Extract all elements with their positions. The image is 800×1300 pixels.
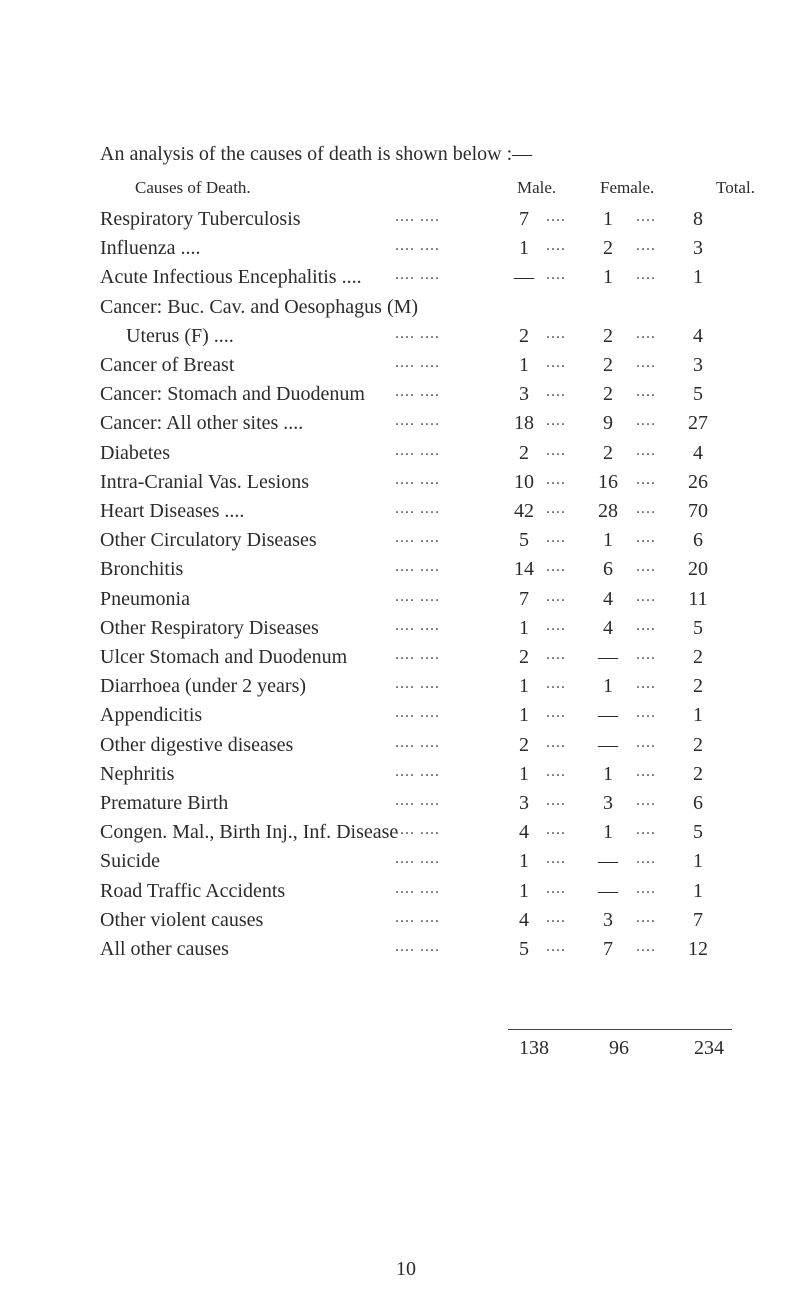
value-total: 2 <box>693 762 703 785</box>
value-female: 28 <box>598 500 618 522</box>
value-male: — <box>514 266 534 289</box>
leader-dots: .... <box>636 412 656 430</box>
leader-dots: .... <box>546 879 566 897</box>
value-male: 1 <box>519 675 529 698</box>
leader-dots: .... <box>636 500 656 517</box>
value-male: 2 <box>519 733 529 756</box>
leader-dots: .... <box>546 675 566 693</box>
leader-dots: .... <box>546 733 566 751</box>
table-row <box>0 792 800 818</box>
value-female: — <box>598 850 618 873</box>
page-number: 10 <box>396 1258 416 1280</box>
cause-label: Pneumonia <box>100 587 190 610</box>
leader-dots: .... <box>546 266 566 284</box>
value-female: 3 <box>603 792 613 814</box>
cause-label: Cancer of Breast <box>100 354 235 376</box>
leader-dots: .... <box>546 908 566 926</box>
value-total: 6 <box>693 529 703 552</box>
leader-dots: .... .... <box>395 704 440 722</box>
value-total: 26 <box>688 470 708 493</box>
leader-dots: .... .... <box>395 266 440 284</box>
cause-label: Suicide <box>100 850 160 873</box>
value-male: 2 <box>519 324 529 347</box>
value-total: 7 <box>693 908 703 931</box>
value-male: 4 <box>519 908 529 931</box>
table-row <box>0 529 800 555</box>
leader-dots: .... <box>546 938 566 955</box>
leader-dots: .... .... <box>395 792 440 809</box>
leader-dots: .... <box>636 441 656 459</box>
leader-dots: .... .... <box>395 675 440 693</box>
leader-dots: .... <box>636 850 656 868</box>
table-row <box>0 325 800 351</box>
cause-label: Diabetes <box>100 441 170 464</box>
leader-dots: .... .... <box>395 908 440 926</box>
cause-label: Premature Birth <box>100 792 229 814</box>
leader-dots: .... <box>636 733 656 751</box>
cause-label: Bronchitis <box>100 558 184 581</box>
leader-dots: .... <box>636 762 656 780</box>
value-female: — <box>598 646 618 668</box>
cause-label: Ulcer Stomach and Duodenum <box>100 646 348 668</box>
leader-dots: .... <box>636 558 656 576</box>
value-total: 3 <box>693 237 703 260</box>
cause-label: Other Respiratory Diseases <box>100 616 319 639</box>
leader-dots: .... .... <box>395 879 440 897</box>
value-total: 1 <box>693 266 703 289</box>
value-female: 3 <box>603 908 613 931</box>
leader-dots: .... <box>546 587 566 605</box>
value-female: 9 <box>603 412 613 435</box>
leader-dots: .... <box>636 821 656 839</box>
total-all: 234 <box>694 1037 724 1059</box>
table-row <box>0 500 800 526</box>
table-row <box>0 617 800 643</box>
leader-dots: .... .... <box>395 500 440 517</box>
table-row <box>0 266 800 292</box>
cause-label: Influenza .... <box>100 237 201 260</box>
value-female: 16 <box>598 470 618 493</box>
leader-dots: .... .... <box>395 470 440 488</box>
value-male: 1 <box>519 354 529 376</box>
value-female: 1 <box>603 208 613 230</box>
value-male: 7 <box>519 587 529 610</box>
leader-dots: .... <box>546 792 566 809</box>
value-male: 3 <box>519 383 529 406</box>
table-row <box>0 383 800 409</box>
cause-label: Cancer: Buc. Cav. and Oesophagus (M) <box>100 295 419 318</box>
value-total: 70 <box>688 500 708 522</box>
value-female: 2 <box>603 383 613 406</box>
table-row <box>0 412 800 438</box>
leader-dots: .... .... <box>395 412 440 430</box>
value-female: 6 <box>603 558 613 581</box>
leader-dots: .... <box>636 908 656 926</box>
cause-label: Cancer: Stomach and Duodenum <box>100 383 365 406</box>
value-female: 4 <box>603 587 613 610</box>
leader-dots: .... <box>546 821 566 839</box>
value-female: — <box>598 704 618 727</box>
leader-dots: .... <box>636 383 656 401</box>
leader-dots: .... .... <box>395 938 440 955</box>
value-total: 1 <box>693 850 703 873</box>
leader-dots: .... <box>546 412 566 430</box>
header-female: Female. <box>600 178 655 197</box>
leader-dots: .... <box>546 500 566 517</box>
leader-dots: .... <box>546 762 566 780</box>
leader-dots: .... <box>636 675 656 693</box>
value-total: 2 <box>693 675 703 698</box>
cause-label: Other Circulatory Diseases <box>100 529 317 552</box>
cause-label: Acute Infectious Encephalitis .... <box>100 266 362 289</box>
leader-dots: .... <box>546 324 566 342</box>
leader-dots: .... <box>636 266 656 284</box>
table-row <box>0 646 800 672</box>
value-total: 2 <box>693 733 703 756</box>
leader-dots: .... .... <box>395 733 440 751</box>
leader-dots: .... <box>546 354 566 371</box>
value-total: 12 <box>688 938 708 960</box>
value-total: 8 <box>693 208 703 230</box>
leader-dots: .... <box>636 324 656 342</box>
value-female: 1 <box>603 675 613 698</box>
value-male: 14 <box>514 558 534 581</box>
value-male: 42 <box>514 500 534 522</box>
cause-label: Intra-Cranial Vas. Lesions <box>100 470 310 493</box>
value-total: 5 <box>693 383 703 406</box>
table-row <box>0 442 800 468</box>
table-row <box>0 558 800 584</box>
value-total: 3 <box>693 354 703 376</box>
leader-dots: .... <box>546 558 566 576</box>
total-female: 96 <box>609 1037 629 1059</box>
leader-dots: .... <box>636 616 656 634</box>
table-row <box>0 588 800 614</box>
header-causes: Causes of Death. <box>135 178 251 197</box>
cause-label: Cancer: All other sites .... <box>100 412 304 435</box>
leader-dots: .... .... <box>395 558 440 576</box>
cause-label: Other digestive diseases <box>100 733 294 756</box>
value-total: 6 <box>693 792 703 814</box>
table-row <box>0 675 800 701</box>
value-total: 20 <box>688 558 708 581</box>
leader-dots: .... <box>546 237 566 255</box>
leader-dots: .... <box>546 529 566 547</box>
value-total: 1 <box>693 704 703 727</box>
value-female: 2 <box>603 441 613 464</box>
cause-label: Respiratory Tuberculosis <box>100 208 301 230</box>
leader-dots: .... <box>546 441 566 459</box>
value-male: 1 <box>519 850 529 873</box>
leader-dots: .... <box>546 208 566 225</box>
value-male: 5 <box>519 938 529 960</box>
value-male: 10 <box>514 470 534 493</box>
total-male: 138 <box>519 1037 549 1059</box>
totals-row <box>0 1037 800 1063</box>
value-total: 5 <box>693 616 703 639</box>
leader-dots: .... <box>546 470 566 488</box>
header-male: Male. <box>517 178 557 197</box>
leader-dots: .... <box>546 616 566 634</box>
value-male: 4 <box>519 821 529 844</box>
table-header <box>0 178 800 200</box>
value-male: 1 <box>519 879 529 902</box>
leader-dots: .... <box>546 704 566 722</box>
leader-dots: .... .... <box>395 587 440 605</box>
table-row <box>0 850 800 876</box>
leader-dots: .... <box>636 938 656 955</box>
table-row <box>0 296 800 322</box>
table-row <box>0 237 800 263</box>
leader-dots: .... <box>636 792 656 809</box>
value-female: 2 <box>603 354 613 376</box>
leader-dots: .... .... <box>395 324 440 342</box>
table-row <box>0 471 800 497</box>
value-male: 5 <box>519 529 529 552</box>
leader-dots: .... <box>636 587 656 605</box>
leader-dots: .... .... <box>395 646 440 663</box>
leader-dots: .... <box>636 354 656 371</box>
value-male: 2 <box>519 441 529 464</box>
leader-dots: .... <box>636 646 656 663</box>
value-female: — <box>598 879 618 902</box>
table-row <box>0 821 800 847</box>
leader-dots: .... .... <box>395 616 440 634</box>
value-female: 1 <box>603 821 613 844</box>
leader-dots: .... .... <box>395 850 440 868</box>
value-female: 4 <box>603 616 613 639</box>
table-row <box>0 208 800 234</box>
totals-rule <box>508 1029 732 1030</box>
leader-dots: .... .... <box>395 208 440 225</box>
value-female: 7 <box>603 938 613 960</box>
leader-dots: .... .... <box>395 529 440 547</box>
intro-text: An analysis of the causes of death is shown below :— <box>100 143 533 165</box>
cause-label: Road Traffic Accidents <box>100 879 286 902</box>
value-total: 1 <box>693 879 703 902</box>
leader-dots: .... <box>636 208 656 225</box>
leader-dots: .... .... <box>395 762 440 780</box>
leader-dots: .... <box>636 704 656 722</box>
table-row <box>0 880 800 906</box>
value-male: 1 <box>519 762 529 785</box>
value-total: 2 <box>693 646 703 668</box>
value-total: 11 <box>688 587 708 610</box>
value-male: 1 <box>519 237 529 260</box>
leader-dots: .... <box>636 879 656 897</box>
value-female: 1 <box>603 266 613 289</box>
table-row <box>0 734 800 760</box>
cause-label: Appendicitis <box>100 704 203 727</box>
value-total: 4 <box>693 441 703 464</box>
table-row <box>0 938 800 964</box>
leader-dots: .... <box>636 470 656 488</box>
cause-label: Other violent causes <box>100 908 264 931</box>
header-total: Total. <box>716 178 755 197</box>
value-female: 2 <box>603 237 613 260</box>
leader-dots: .... <box>636 237 656 255</box>
value-female: 1 <box>603 762 613 785</box>
value-male: 1 <box>519 704 529 727</box>
cause-label: Heart Diseases .... <box>100 500 245 522</box>
value-female: 2 <box>603 324 613 347</box>
value-female: 1 <box>603 529 613 552</box>
leader-dots: .... .... <box>395 821 440 839</box>
cause-label: Uterus (F) .... <box>126 324 234 347</box>
leader-dots: .... .... <box>395 237 440 255</box>
leader-dots: .... <box>546 383 566 401</box>
leader-dots: .... <box>636 529 656 547</box>
value-female: — <box>598 733 618 756</box>
leader-dots: .... <box>546 646 566 663</box>
table-row <box>0 763 800 789</box>
cause-label: Congen. Mal., Birth Inj., Inf. Disease <box>100 821 399 844</box>
value-male: 1 <box>519 616 529 639</box>
leader-dots: .... .... <box>395 354 440 371</box>
cause-label: Nephritis <box>100 762 175 785</box>
leader-dots: .... .... <box>395 383 440 401</box>
value-male: 2 <box>519 646 529 668</box>
table-row <box>0 909 800 935</box>
value-male: 7 <box>519 208 529 230</box>
cause-label: Diarrhoea (under 2 years) <box>100 675 307 698</box>
table-row <box>0 704 800 730</box>
value-male: 18 <box>514 412 534 435</box>
cause-label: All other causes <box>100 938 229 960</box>
leader-dots: .... <box>546 850 566 868</box>
value-total: 4 <box>693 324 703 347</box>
table-row <box>0 354 800 380</box>
value-male: 3 <box>519 792 529 814</box>
leader-dots: .... .... <box>395 441 440 459</box>
value-total: 5 <box>693 821 703 844</box>
value-total: 27 <box>688 412 708 435</box>
